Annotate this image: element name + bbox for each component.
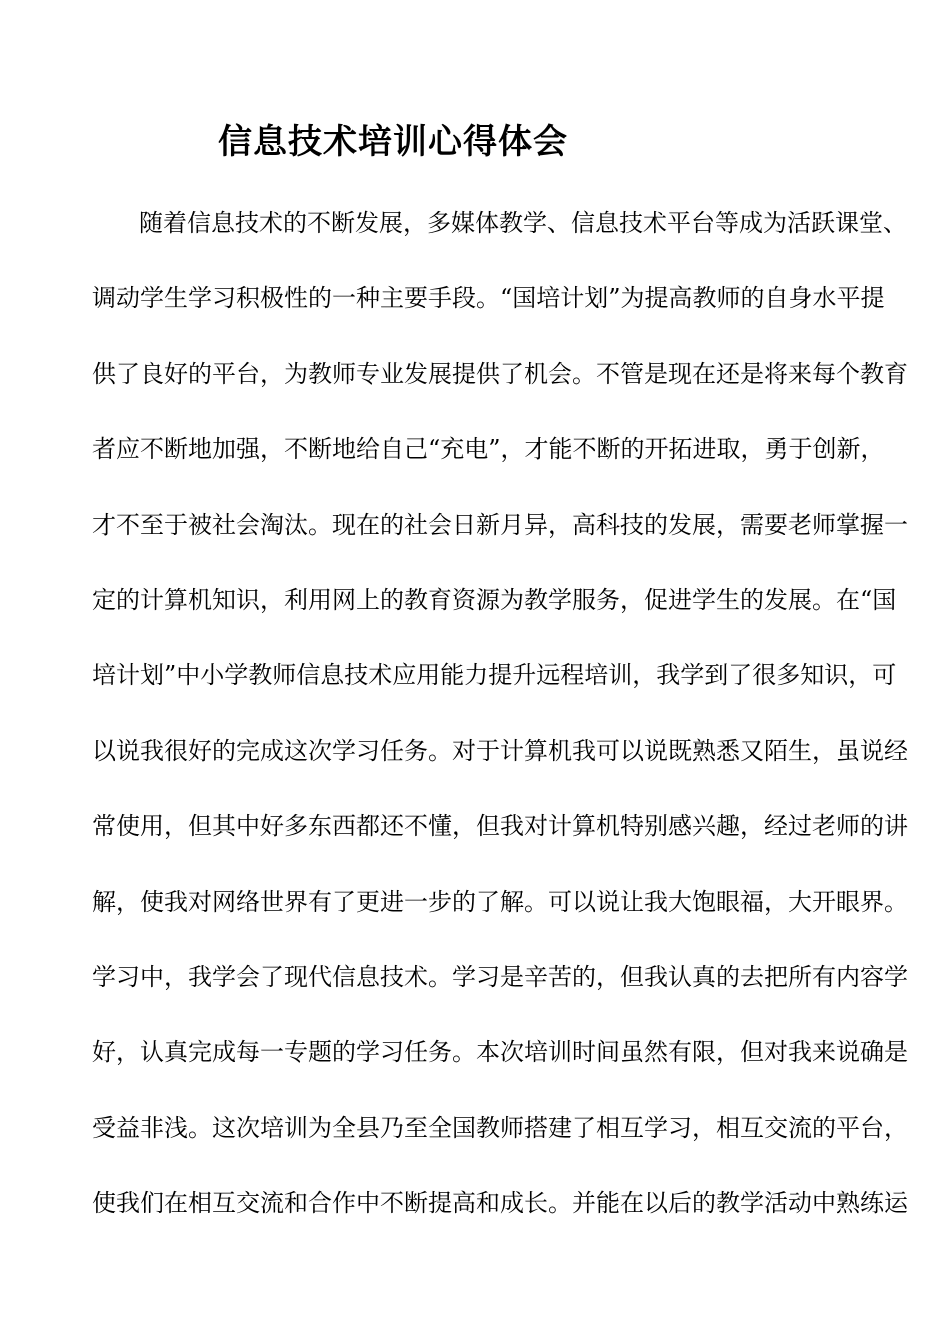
body-line: 好，认真完成每一专题的学习任务。本次培训时间虽然有限，但对我来说确是	[92, 1038, 908, 1067]
document-body	[92, 204, 908, 1259]
document-title: 信息技术培训心得体会	[218, 122, 568, 162]
body-line: 才不至于被社会淘汰。现在的社会日新月异，高科技的发展，需要老师掌握一	[92, 510, 908, 539]
body-line: 以说我很好的完成这次学习任务。对于计算机我可以说既熟悉又陌生，虽说经	[92, 736, 908, 765]
body-line: 使我们在相互交流和合作中不断提高和成长。并能在以后的教学活动中熟练运	[92, 1189, 908, 1218]
body-line: 随着信息技术的不断发展，多媒体教学、信息技术平台等成为活跃课堂、	[139, 209, 907, 237]
body-line: 学习中，我学会了现代信息技术。学习是辛苦的，但我认真的去把所有内容学	[92, 962, 908, 991]
body-line: 受益非浅。这次培训为全县乃至全国教师搭建了相互学习，相互交流的平台，	[92, 1113, 908, 1142]
body-line: 解，使我对网络世界有了更进一步的了解。可以说让我大饱眼福，大开眼界。	[92, 887, 908, 916]
body-line: 培计划”中小学教师信息技术应用能力提升远程培训，我学到了很多知识，可	[92, 661, 897, 690]
body-line: 定的计算机知识，利用网上的教育资源为教学服务，促进学生的发展。在“国	[92, 585, 897, 614]
body-line: 供了良好的平台，为教师专业发展提供了机会。不管是现在还是将来每个教育	[92, 359, 908, 388]
body-line: 者应不断地加强，不断地给自己“充电”，才能不断的开拓进取，勇于创新，	[92, 435, 885, 464]
body-line: 调动学生学习积极性的一种主要手段。“国培计划”为提高教师的自身水平提	[92, 284, 885, 313]
body-line: 常使用，但其中好多东西都还不懂，但我对计算机特别感兴趣，经过老师的讲	[92, 812, 908, 841]
